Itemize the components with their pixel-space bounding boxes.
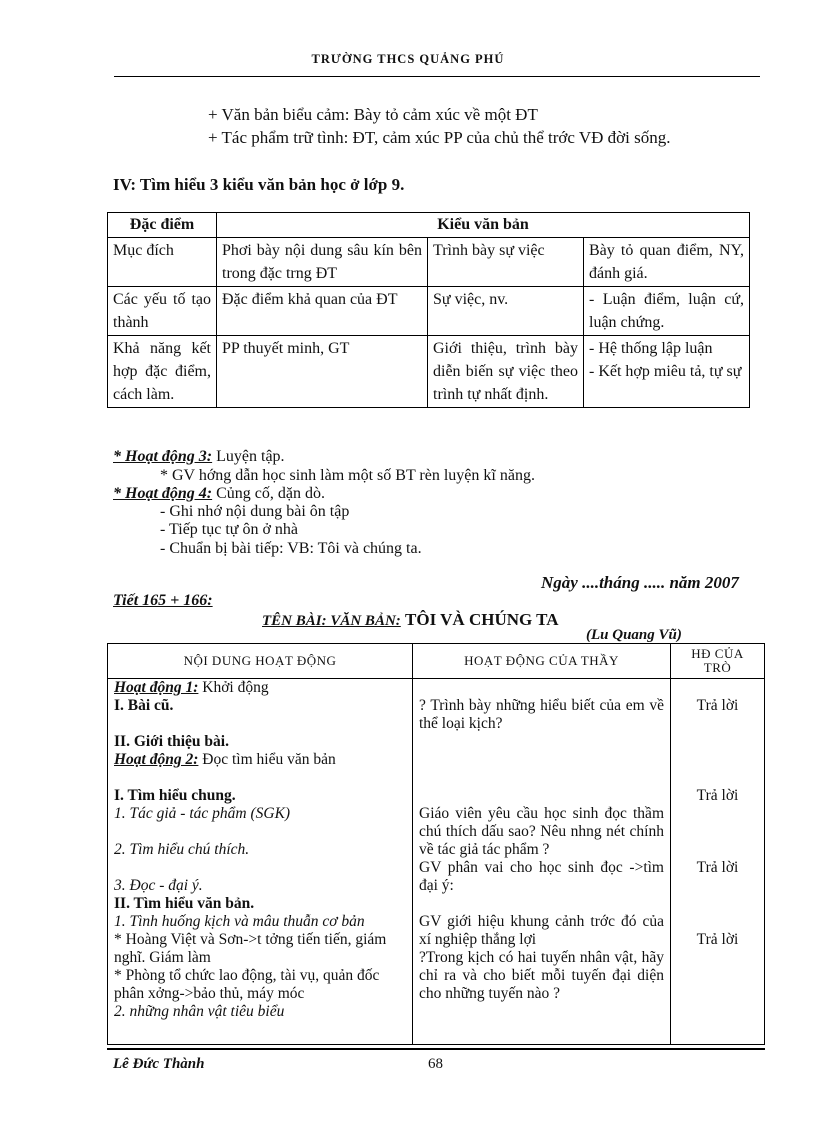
activity-4 (113, 485, 325, 503)
hd2-text: Đọc tìm hiểu văn bản (202, 751, 336, 768)
activity-4-text: Củng cố, dặn dò. (216, 485, 325, 502)
list-item: - Chuẩn bị bài tiếp: VB: Tôi và chúng ta. (160, 540, 422, 557)
lesson-plan-table (107, 643, 765, 1045)
row-label: Mục đích (108, 238, 217, 287)
answer: Trả lời (696, 697, 739, 714)
question-2: Giáo viên yêu cầu học sinh đọc thầm chú thích dấu sao? Nêu nhng nét chính về tác giả tác phẩm ? (419, 805, 664, 858)
hd1-label: Hoạt động 1: (114, 679, 199, 696)
col-header-teacher: HOẠT ĐỘNG CỦA THẦY (413, 644, 671, 679)
footer-rule (107, 1048, 765, 1050)
phong-to-chuc: * Phòng tổ chức lao động, tài vụ, quản đốc phân xởng->bảo thủ, máy móc (114, 967, 380, 1002)
table-row (108, 287, 750, 336)
lesson-title (262, 610, 559, 630)
table-cell: Giới thiệu, trình bày diễn biến sự việc theo trình tự nhất định. (428, 336, 584, 408)
page-number: 68 (428, 1056, 443, 1072)
table-cell: Trình bày sự việc (428, 238, 584, 287)
author-credit: (Lu Quang Vũ) (586, 627, 682, 643)
content-column (108, 679, 413, 1045)
gioi-thieu: II. Giới thiệu bài. (114, 733, 229, 750)
date-line: Ngày ....tháng ..... năm 2007 (541, 573, 739, 592)
col-header-content: NỘI DUNG HOẠT ĐỘNG (108, 644, 413, 679)
col-header-student: HĐ CỦA TRÒ (671, 644, 765, 679)
title-text: TÔI VÀ CHÚNG TA (405, 610, 559, 629)
text-type-table (107, 212, 750, 408)
footer-author: Lê Đức Thành (113, 1056, 205, 1072)
answer: Trả lời (696, 859, 739, 876)
question-1: ? Trình bày những hiểu biết của em về thể loại kịch? (419, 697, 664, 732)
table-cell: PP thuyết minh, GT (217, 336, 428, 408)
lesson-label: Tiết 165 + 166: (113, 592, 213, 609)
table-cell: Sự việc, nv. (428, 287, 584, 336)
header-rule (114, 76, 760, 77)
intro-line-1: + Văn bản biểu cảm: Bày tỏ cảm xúc về một ĐT (208, 105, 538, 124)
doc-dai-y: 3. Đọc - đại ý. (114, 877, 203, 894)
activity-3-text: Luyện tập. (216, 448, 285, 465)
question-4: GV giới hiệu khung cảnh trớc đó của xí nghiệp thắng lợi (419, 913, 664, 948)
question-3: GV phân vai cho học sinh đọc ->tìm đại ý: (419, 859, 664, 894)
row-label: Khả năng kết hợp đặc điểm, cách làm. (108, 336, 217, 408)
col-header-types: Kiểu văn bản (217, 213, 750, 238)
table-row (108, 336, 750, 408)
col-header-feature: Đặc điểm (108, 213, 217, 238)
list-item: - Tiếp tục tự ôn ở nhà (160, 521, 299, 538)
bai-cu: I. Bài cũ. (114, 697, 174, 714)
table-cell: Đặc điểm khả quan của ĐT (217, 287, 428, 336)
answer: Trả lời (696, 787, 739, 804)
nhung-nhan-vat: 2. những nhân vật tiêu biểu (114, 1003, 285, 1020)
activity-3 (113, 448, 285, 466)
activity-3-label: * Hoạt động 3: (113, 448, 213, 465)
section-title: IV: Tìm hiểu 3 kiểu văn bản học ở lớp 9. (113, 175, 405, 194)
row-label: Các yếu tố tạo thành (108, 287, 217, 336)
teacher-column (413, 679, 671, 1045)
title-label: TÊN BÀI: VĂN BẢN: (262, 613, 401, 629)
intro-line-2: + Tác phẩm trữ tình: ĐT, cảm xúc PP của chủ thể trớc VĐ đời sống. (208, 128, 671, 147)
table-cell: Bày tỏ quan điểm, NY, đánh giá. (584, 238, 750, 287)
list-item: - Ghi nhớ nội dung bài ôn tập (160, 503, 350, 520)
activity-4-label: * Hoạt động 4: (113, 485, 213, 502)
table-cell: - Luận điểm, luận cứ, luận chứng. (584, 287, 750, 336)
question-5: ?Trong kịch có hai tuyến nhân vật, hãy chỉ ra và cho biết mỗi tuyến đại diện cho những tuyến nào ? (419, 949, 664, 1002)
page-header: TRƯỜNG THCS QUẢNG PHÚ (311, 52, 505, 66)
table-cell: Phơi bày nội dung sâu kín bên trong đặc trng ĐT (217, 238, 428, 287)
hoang-viet: * Hoàng Việt và Sơn->t tởng tiến tiến, giám nghĩ. Giám làm (114, 931, 387, 966)
hd2-label: Hoạt động 2: (114, 751, 199, 768)
chu-thich: 2. Tìm hiểu chú thích. (114, 841, 250, 858)
answer: Trả lời (696, 931, 739, 948)
tac-gia: 1. Tác giả - tác phẩm (SGK) (114, 805, 291, 822)
table-row (108, 238, 750, 287)
tinh-huong: 1. Tình huống kịch và mâu thuẫn cơ bản (114, 913, 365, 930)
activity-3-detail: * GV hớng dẫn học sinh làm một số BT rèn luyện kĩ năng. (160, 467, 535, 484)
table-cell: - Hệ thống lập luận - Kết hợp miêu tả, tự sự (584, 336, 750, 408)
hd1-text: Khởi động (202, 679, 269, 696)
student-column (671, 679, 765, 1045)
tim-hieu-vb: II. Tìm hiểu văn bản. (114, 895, 255, 912)
tim-hieu-chung: I. Tìm hiểu chung. (114, 787, 236, 804)
